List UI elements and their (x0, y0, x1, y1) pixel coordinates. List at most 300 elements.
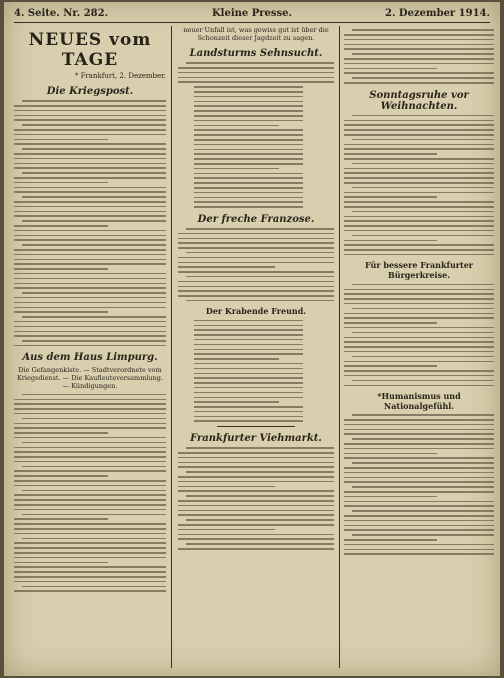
text-line (14, 321, 166, 323)
article-body (344, 414, 494, 555)
text-line (14, 105, 166, 107)
text-line (22, 418, 166, 420)
headline-franzose: Der freche Franzose. (197, 213, 315, 225)
text-line (22, 586, 166, 588)
text-line (178, 490, 334, 492)
text-line (178, 271, 334, 273)
text-line (186, 276, 334, 278)
text-line (14, 307, 166, 309)
text-line (178, 81, 334, 83)
text-line (194, 329, 303, 331)
text-line (344, 341, 494, 343)
text-line (194, 139, 303, 141)
text-line (14, 427, 166, 429)
article-body (344, 29, 494, 83)
text-line (22, 394, 166, 396)
article-body (178, 447, 334, 549)
text-line (14, 403, 166, 405)
text-line (194, 177, 303, 179)
text-line (344, 419, 494, 421)
text-line (22, 340, 166, 342)
text-line (344, 346, 494, 348)
text-line (344, 496, 437, 498)
text-line (14, 139, 108, 141)
text-line (194, 96, 303, 98)
text-line (344, 429, 494, 431)
text-line (352, 53, 494, 55)
text-line (352, 139, 494, 141)
text-line (14, 287, 166, 289)
text-line (22, 172, 166, 174)
text-line (194, 411, 303, 413)
text-line (14, 335, 166, 337)
text-line (194, 153, 303, 155)
text-line (14, 182, 108, 184)
text-line (14, 475, 108, 477)
headline-burgerkreise: Für bessere Frankfurter Bürgerkreise. (365, 260, 473, 281)
text-line (22, 124, 166, 126)
text-line (178, 262, 334, 264)
text-line (22, 292, 166, 294)
text-line (194, 358, 280, 360)
text-line (22, 538, 166, 540)
text-line (186, 543, 334, 545)
text-line (178, 510, 334, 512)
text-line (194, 105, 303, 107)
text-line (344, 192, 494, 194)
text-line (178, 466, 334, 468)
text-line (178, 286, 334, 288)
text-line (178, 534, 334, 536)
text-line (14, 263, 166, 265)
text-line (352, 438, 494, 440)
text-line (352, 486, 494, 488)
text-line (194, 86, 303, 88)
text-line (14, 311, 108, 313)
headline-landsturm: Landsturms Sehnsucht. (189, 48, 323, 59)
text-line (352, 534, 494, 536)
headline-kriegspost: Die Kriegspost. (46, 86, 134, 97)
text-line (194, 373, 303, 375)
text-line (194, 363, 303, 365)
text-line (194, 334, 303, 336)
text-line (194, 320, 303, 322)
text-line (344, 120, 494, 122)
text-line (14, 413, 166, 415)
text-line (178, 529, 275, 531)
text-line (344, 467, 494, 469)
text-line (14, 278, 166, 280)
text-line (344, 48, 494, 50)
column-rule (339, 26, 340, 668)
text-line (352, 284, 494, 286)
text-line (14, 437, 166, 439)
text-line (178, 505, 334, 507)
text-line (22, 442, 166, 444)
text-line (352, 332, 494, 334)
column-rule (171, 26, 172, 668)
text-line (14, 547, 166, 549)
text-line (194, 187, 303, 189)
text-line (14, 528, 166, 530)
text-line (344, 491, 494, 493)
text-line (344, 477, 494, 479)
text-line (22, 220, 166, 222)
text-line (14, 297, 166, 299)
text-line (178, 538, 334, 540)
text-line (194, 368, 303, 370)
text-line (344, 539, 437, 541)
text-line (194, 129, 303, 131)
text-line (14, 423, 166, 425)
text-line (194, 325, 303, 327)
text-line (352, 163, 494, 165)
text-line (352, 77, 494, 79)
text-line (194, 401, 280, 403)
text-line (194, 182, 303, 184)
article-body (178, 62, 334, 83)
text-line (352, 462, 494, 464)
text-line (194, 416, 303, 418)
text-line (344, 153, 437, 155)
text-line (186, 471, 334, 473)
text-line (344, 553, 494, 555)
text-line (14, 225, 108, 227)
text-line (344, 375, 494, 377)
text-line (352, 308, 494, 310)
headline-sonntagsruhe: Sonntagsruhe vor Weihnachten. (369, 89, 469, 112)
text-line (352, 414, 494, 416)
text-line (344, 68, 437, 70)
text-line (194, 201, 303, 203)
text-line (352, 235, 494, 237)
text-line (186, 62, 334, 64)
text-line (344, 303, 494, 305)
text-line (344, 172, 494, 174)
text-line (344, 196, 437, 198)
text-line (14, 134, 166, 136)
text-line (344, 453, 437, 455)
text-line (194, 91, 303, 93)
text-line (178, 290, 334, 292)
text-line (14, 115, 166, 117)
text-line (22, 100, 166, 102)
subheading: Die Gefangenkiste. — Stadtverordnete vom Kriegsdienst. — Die Kaufleuteversammlung. — Kündigungen. (16, 366, 164, 391)
text-line (194, 387, 303, 389)
text-line (178, 266, 275, 268)
text-line (194, 163, 303, 165)
header-date: 2. Dezember 1914. (385, 8, 490, 19)
text-line (14, 533, 166, 535)
text-line (194, 349, 303, 351)
text-line (344, 216, 494, 218)
text-line (344, 124, 494, 126)
text-line (344, 293, 494, 295)
text-line (344, 148, 494, 150)
text-line (194, 377, 303, 379)
text-line (178, 476, 334, 478)
text-line (14, 211, 166, 213)
text-line (178, 77, 334, 79)
text-line (352, 29, 494, 31)
text-line (344, 225, 494, 227)
text-line (344, 370, 494, 372)
text-line (194, 110, 303, 112)
text-line (14, 110, 166, 112)
text-line (14, 470, 166, 472)
text-line (344, 549, 494, 551)
text-line (14, 215, 166, 217)
text-line (14, 187, 166, 189)
text-line (194, 192, 303, 194)
text-line (194, 115, 303, 117)
text-line (14, 566, 166, 568)
text-line (344, 72, 494, 74)
text-line (194, 101, 303, 103)
text-line (194, 125, 280, 127)
text-line (344, 351, 494, 353)
text-line (178, 257, 334, 259)
text-line (22, 148, 166, 150)
text-line (194, 168, 280, 170)
text-line (14, 557, 166, 559)
text-line (194, 120, 303, 122)
text-line (14, 191, 166, 193)
text-line (14, 581, 166, 583)
headline-freund: Der Krabende Freund. (205, 306, 307, 317)
page-header (14, 6, 490, 23)
text-line (194, 397, 303, 399)
text-line (178, 238, 334, 240)
text-line (344, 365, 437, 367)
text-line (14, 590, 166, 592)
text-line (194, 134, 303, 136)
text-line (14, 283, 166, 285)
text-line (344, 289, 494, 291)
text-line (344, 58, 494, 60)
column-3 (344, 26, 494, 668)
text-line (194, 206, 303, 208)
text-line (344, 317, 494, 319)
text-line (178, 457, 334, 459)
text-line (14, 485, 166, 487)
text-line (352, 211, 494, 213)
text-line (344, 472, 494, 474)
headline-viehmarkt: Frankfurter Viehmarkt. (190, 432, 322, 444)
text-line (14, 249, 166, 251)
text-line (14, 456, 166, 458)
text-line (344, 337, 494, 339)
text-line (22, 244, 166, 246)
poem-body (178, 320, 334, 422)
text-line (194, 144, 303, 146)
text-line (14, 432, 108, 434)
headline-haus-limpurg: Aus dem Haus Limpurg. (22, 352, 158, 364)
text-line (194, 353, 303, 355)
text-line (178, 67, 334, 69)
text-line (352, 510, 494, 512)
text-line (14, 177, 166, 179)
text-line (14, 523, 166, 525)
continued-text: neuer Unfall ist, was gewiss gut ist über die Schonzeit dieser Jagdzeit zu sagen. (183, 26, 329, 42)
text-line (194, 406, 303, 408)
text-line (194, 149, 303, 151)
text-line (194, 392, 303, 394)
text-line (14, 451, 166, 453)
text-line (344, 448, 494, 450)
text-line (178, 247, 334, 249)
text-line (178, 500, 334, 502)
text-line (344, 322, 437, 324)
text-line (14, 504, 166, 506)
section-masthead: NEUES vom TAGE (28, 30, 152, 70)
text-line (22, 466, 166, 468)
text-line (14, 542, 166, 544)
text-line (344, 481, 494, 483)
text-line (186, 228, 334, 230)
text-line (344, 44, 494, 46)
text-line (186, 519, 334, 521)
text-line (344, 327, 494, 329)
text-line (178, 72, 334, 74)
text-line (14, 576, 166, 578)
text-line (178, 462, 334, 464)
text-line (352, 115, 494, 117)
text-line (178, 295, 334, 297)
text-line (14, 499, 166, 501)
text-line (344, 313, 494, 315)
article-body (178, 228, 334, 301)
text-line (344, 182, 494, 184)
text-line (14, 273, 166, 275)
text-line (14, 167, 166, 169)
text-line (14, 447, 166, 449)
text-line (14, 158, 166, 160)
text-line (186, 252, 334, 254)
text-line (344, 158, 494, 160)
text-line (344, 206, 494, 208)
text-line (14, 480, 166, 482)
text-line (178, 452, 334, 454)
text-line (344, 443, 494, 445)
text-line (344, 144, 494, 146)
text-line (344, 240, 437, 242)
text-line (344, 298, 494, 300)
text-line (178, 242, 334, 244)
text-line (14, 119, 166, 121)
column-2 (178, 26, 334, 668)
text-line (14, 163, 166, 165)
text-line (14, 518, 108, 520)
text-line (14, 562, 108, 564)
text-line (344, 34, 494, 36)
text-line (178, 486, 275, 488)
text-line (178, 233, 334, 235)
text-line (344, 529, 494, 531)
text-line (14, 509, 166, 511)
text-line (344, 505, 494, 507)
text-line (14, 408, 166, 410)
text-line (344, 63, 494, 65)
text-line (344, 82, 494, 84)
divider (217, 426, 295, 427)
text-line (194, 173, 303, 175)
text-line (14, 399, 166, 401)
text-line (344, 520, 494, 522)
column-1 (14, 26, 166, 668)
text-line (344, 457, 494, 459)
text-line (344, 177, 494, 179)
text-line (178, 514, 334, 516)
text-line (344, 134, 494, 136)
text-line (194, 197, 303, 199)
text-line (194, 339, 303, 341)
header-page-number: 4. Seite. Nr. 282. (14, 8, 109, 19)
text-line (344, 544, 494, 546)
text-line (14, 571, 166, 573)
text-line (352, 187, 494, 189)
text-line (178, 281, 334, 283)
header-paper-name: Kleine Presse. (211, 8, 293, 19)
text-line (194, 158, 303, 160)
text-line (186, 495, 334, 497)
text-line (178, 548, 334, 550)
text-line (344, 249, 494, 251)
text-line (14, 461, 166, 463)
article-body (14, 394, 166, 592)
text-line (344, 361, 494, 363)
text-line (178, 481, 334, 483)
text-line (14, 552, 166, 554)
text-line (344, 168, 494, 170)
dateline: * Frankfurt, 2. Dezember. (74, 72, 166, 80)
text-line (14, 494, 166, 496)
text-line (178, 524, 334, 526)
text-line (344, 424, 494, 426)
text-line (344, 39, 494, 41)
text-line (352, 356, 494, 358)
text-line (14, 235, 166, 237)
text-line (22, 514, 166, 516)
text-line (14, 201, 166, 203)
text-line (344, 254, 494, 256)
text-line (14, 129, 166, 131)
text-line (14, 268, 108, 270)
text-line (22, 490, 166, 492)
text-line (14, 345, 166, 347)
text-line (352, 380, 494, 382)
text-line (186, 300, 334, 302)
text-line (194, 420, 303, 422)
article-body (14, 100, 166, 346)
text-line (22, 316, 166, 318)
article-body (344, 115, 494, 256)
article-body (344, 284, 494, 386)
text-line (344, 433, 494, 435)
text-line (14, 239, 166, 241)
text-line (344, 230, 494, 232)
text-line (14, 230, 166, 232)
text-line (344, 220, 494, 222)
text-line (344, 201, 494, 203)
text-line (22, 196, 166, 198)
text-line (14, 302, 166, 304)
text-line (14, 153, 166, 155)
text-line (344, 515, 494, 517)
poem-body (178, 86, 334, 207)
text-line (344, 525, 494, 527)
text-line (14, 143, 166, 145)
